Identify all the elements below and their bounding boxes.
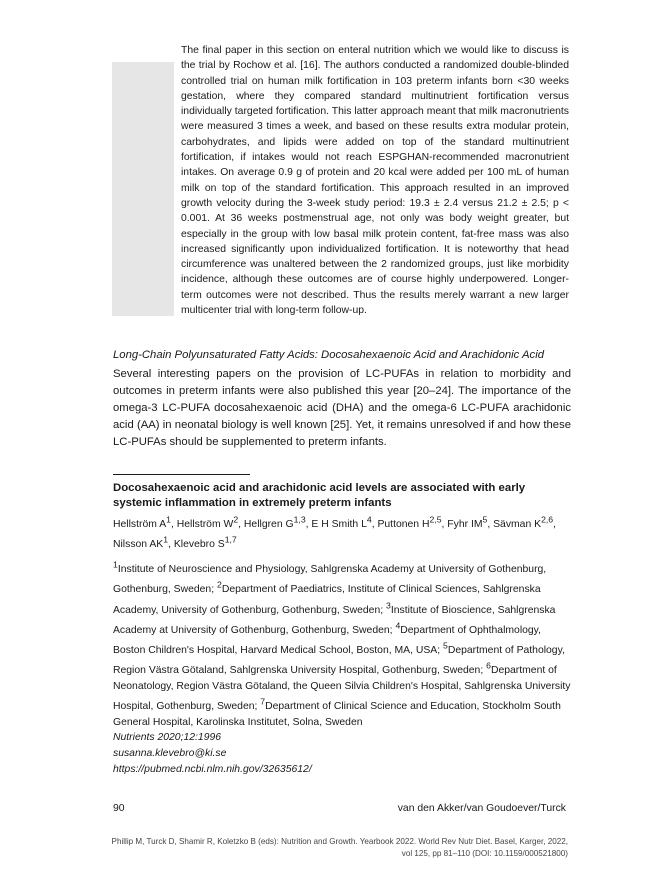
affiliation: $^3$Institute of Bioscience, Sahlgrenska Academy at University of Gothenburg, Gothenburg, Sweden; xyxy=(113,600,556,636)
commentary-block xyxy=(181,43,569,318)
paper-authors xyxy=(113,512,571,552)
pubmed-link[interactable]: https://pubmed.ncbi.nlm.nih.gov/32635612/ xyxy=(113,763,312,775)
author: Puttonen H$^{2,5}$, xyxy=(377,514,448,530)
commentary-text: The final paper in this section on enteral nutrition which we would like to discuss is the trial by Rochow et al. [16]. The authors conducted a randomized double-blinded controlled trial on human milk fortification in 103 preterm infants born <30 weeks gestation, where they compared standard multinutrient fortification versus individually targeted fortification. This latter approach meant that milk macronutrients were measured 3 times a week, and based on these results extra modular protein, carbohydrates, and lipids were added on top of the standard multinutrient fortification, if intakes would not reach ESPGHAN-recommended macronutrient intakes. On average 0.9 g of protein and 20 kcal were added per 100 mL of human milk on top of the standard fortification. This approach resulted in an improved growth velocity during the 3-week study period: 19.3 ± 2.4 versus 21.2 ± 2.5; p < 0.001. At 36 weeks postmenstrual age, not only was body weight greater, but especially in the group with low basal milk protein content, fat-free mass was also increased significantly upon individualized fortification. It is noteworthy that head circumference was unaltered between the 2 randomized groups, just like morbidity incidence, although these outcomes are of course highly underpowered. Longer-term outcomes were not described. Thus the results merely warrant a new larger multicenter trial with long-term follow-up. xyxy=(181,45,569,317)
running-head: van den Akker/van Goudoever/Turck xyxy=(397,803,566,814)
paper-affiliations xyxy=(113,558,571,731)
journal-reference: Nutrients 2020;12:1996 xyxy=(113,732,222,744)
section-body: Several interesting papers on the provision of LC-PUFAs in relation to morbidity and outcomes in preterm infants were also published this year [20–24]. The importance of the omega-3 LC-PUFA docosahexaenoic acid (DHA) and the omega-6 LC-PUFA arachidonic acid (AA) in neonatal biology is well known [25]. Yet, it remains unresolved if and how these LC-PUFAs should be supplemented to preterm infants. xyxy=(113,367,571,448)
paper-title: Docosahexaenoic acid and arachidonic acid levels are associated with early systemic inflammation in extremely preterm infants xyxy=(113,482,526,510)
footer-line-1: Phillip M, Turck D, Shamir R, Koletzko B (eds): Nutrition and Growth. Yearbook 2022. World Rev Nutr Diet. Basel, Karger, 2022, xyxy=(111,837,568,846)
paper-citation xyxy=(113,481,571,777)
author: Sävman K$^{2,6}$, xyxy=(493,514,556,530)
author: Klevebro S$^{1,7}$ xyxy=(173,534,237,551)
citation-footer xyxy=(98,836,568,859)
page-number: 90 xyxy=(113,803,125,814)
author: Fyhr $IM^5$, xyxy=(447,514,494,530)
affiliation: $^7$Department of Clinical Science and Education, Stockholm South General Hospital, Karolinska Institutet, Solna, Sweden xyxy=(113,696,561,728)
author: Nilsson $AK^1$, xyxy=(113,534,174,551)
section-heading: Long-Chain Polyunsaturated Fatty Acids: Docosahexaenoic Acid and Arachidonic Acid xyxy=(113,349,544,361)
author: E H Smith $L^4$, xyxy=(311,514,378,530)
footer-line-2: vol 125, pp 81–110 (DOI: 10.1159/000521800) xyxy=(401,848,568,858)
contact-email[interactable]: susanna.klevebro@ki.se xyxy=(113,748,227,760)
affiliation: $^2$Department of Paediatrics, Institute of Clinical Sciences, Sahlgrenska Academy, University of Gothenburg, Gothenburg, Sweden; xyxy=(113,579,541,616)
affiliation: $^5$Department of Pathology, Region Västra Götaland, Sahlgrenska University Hospital, Gothenburg, Sweden; xyxy=(113,640,565,677)
author: Hellgren G$^{1,3}$, xyxy=(243,514,312,530)
affiliation: $^4$Department of Ophthalmology, Boston Children's Hospital, Harvard Medical School, Boston, MA, USA; xyxy=(113,620,541,656)
affiliation: $^1$Institute of Neuroscience and Physiology, Sahlgrenska Academy at University of Gothenburg, Gothenburg, Sweden; xyxy=(113,559,547,596)
affiliation: $^6$Department of Neonatology, Region Västra Götaland, the Queen Silvia Children's Hospital, Sahlgrenska University Hospital, Gothenburg, Sweden; xyxy=(113,660,571,712)
author: Hellström $A^1$, xyxy=(113,514,177,530)
lc-pufa-section xyxy=(113,347,571,451)
author: Hellström $W^2$, xyxy=(176,514,244,530)
separator-rule xyxy=(113,474,250,475)
commentary-margin-bar xyxy=(112,62,174,316)
